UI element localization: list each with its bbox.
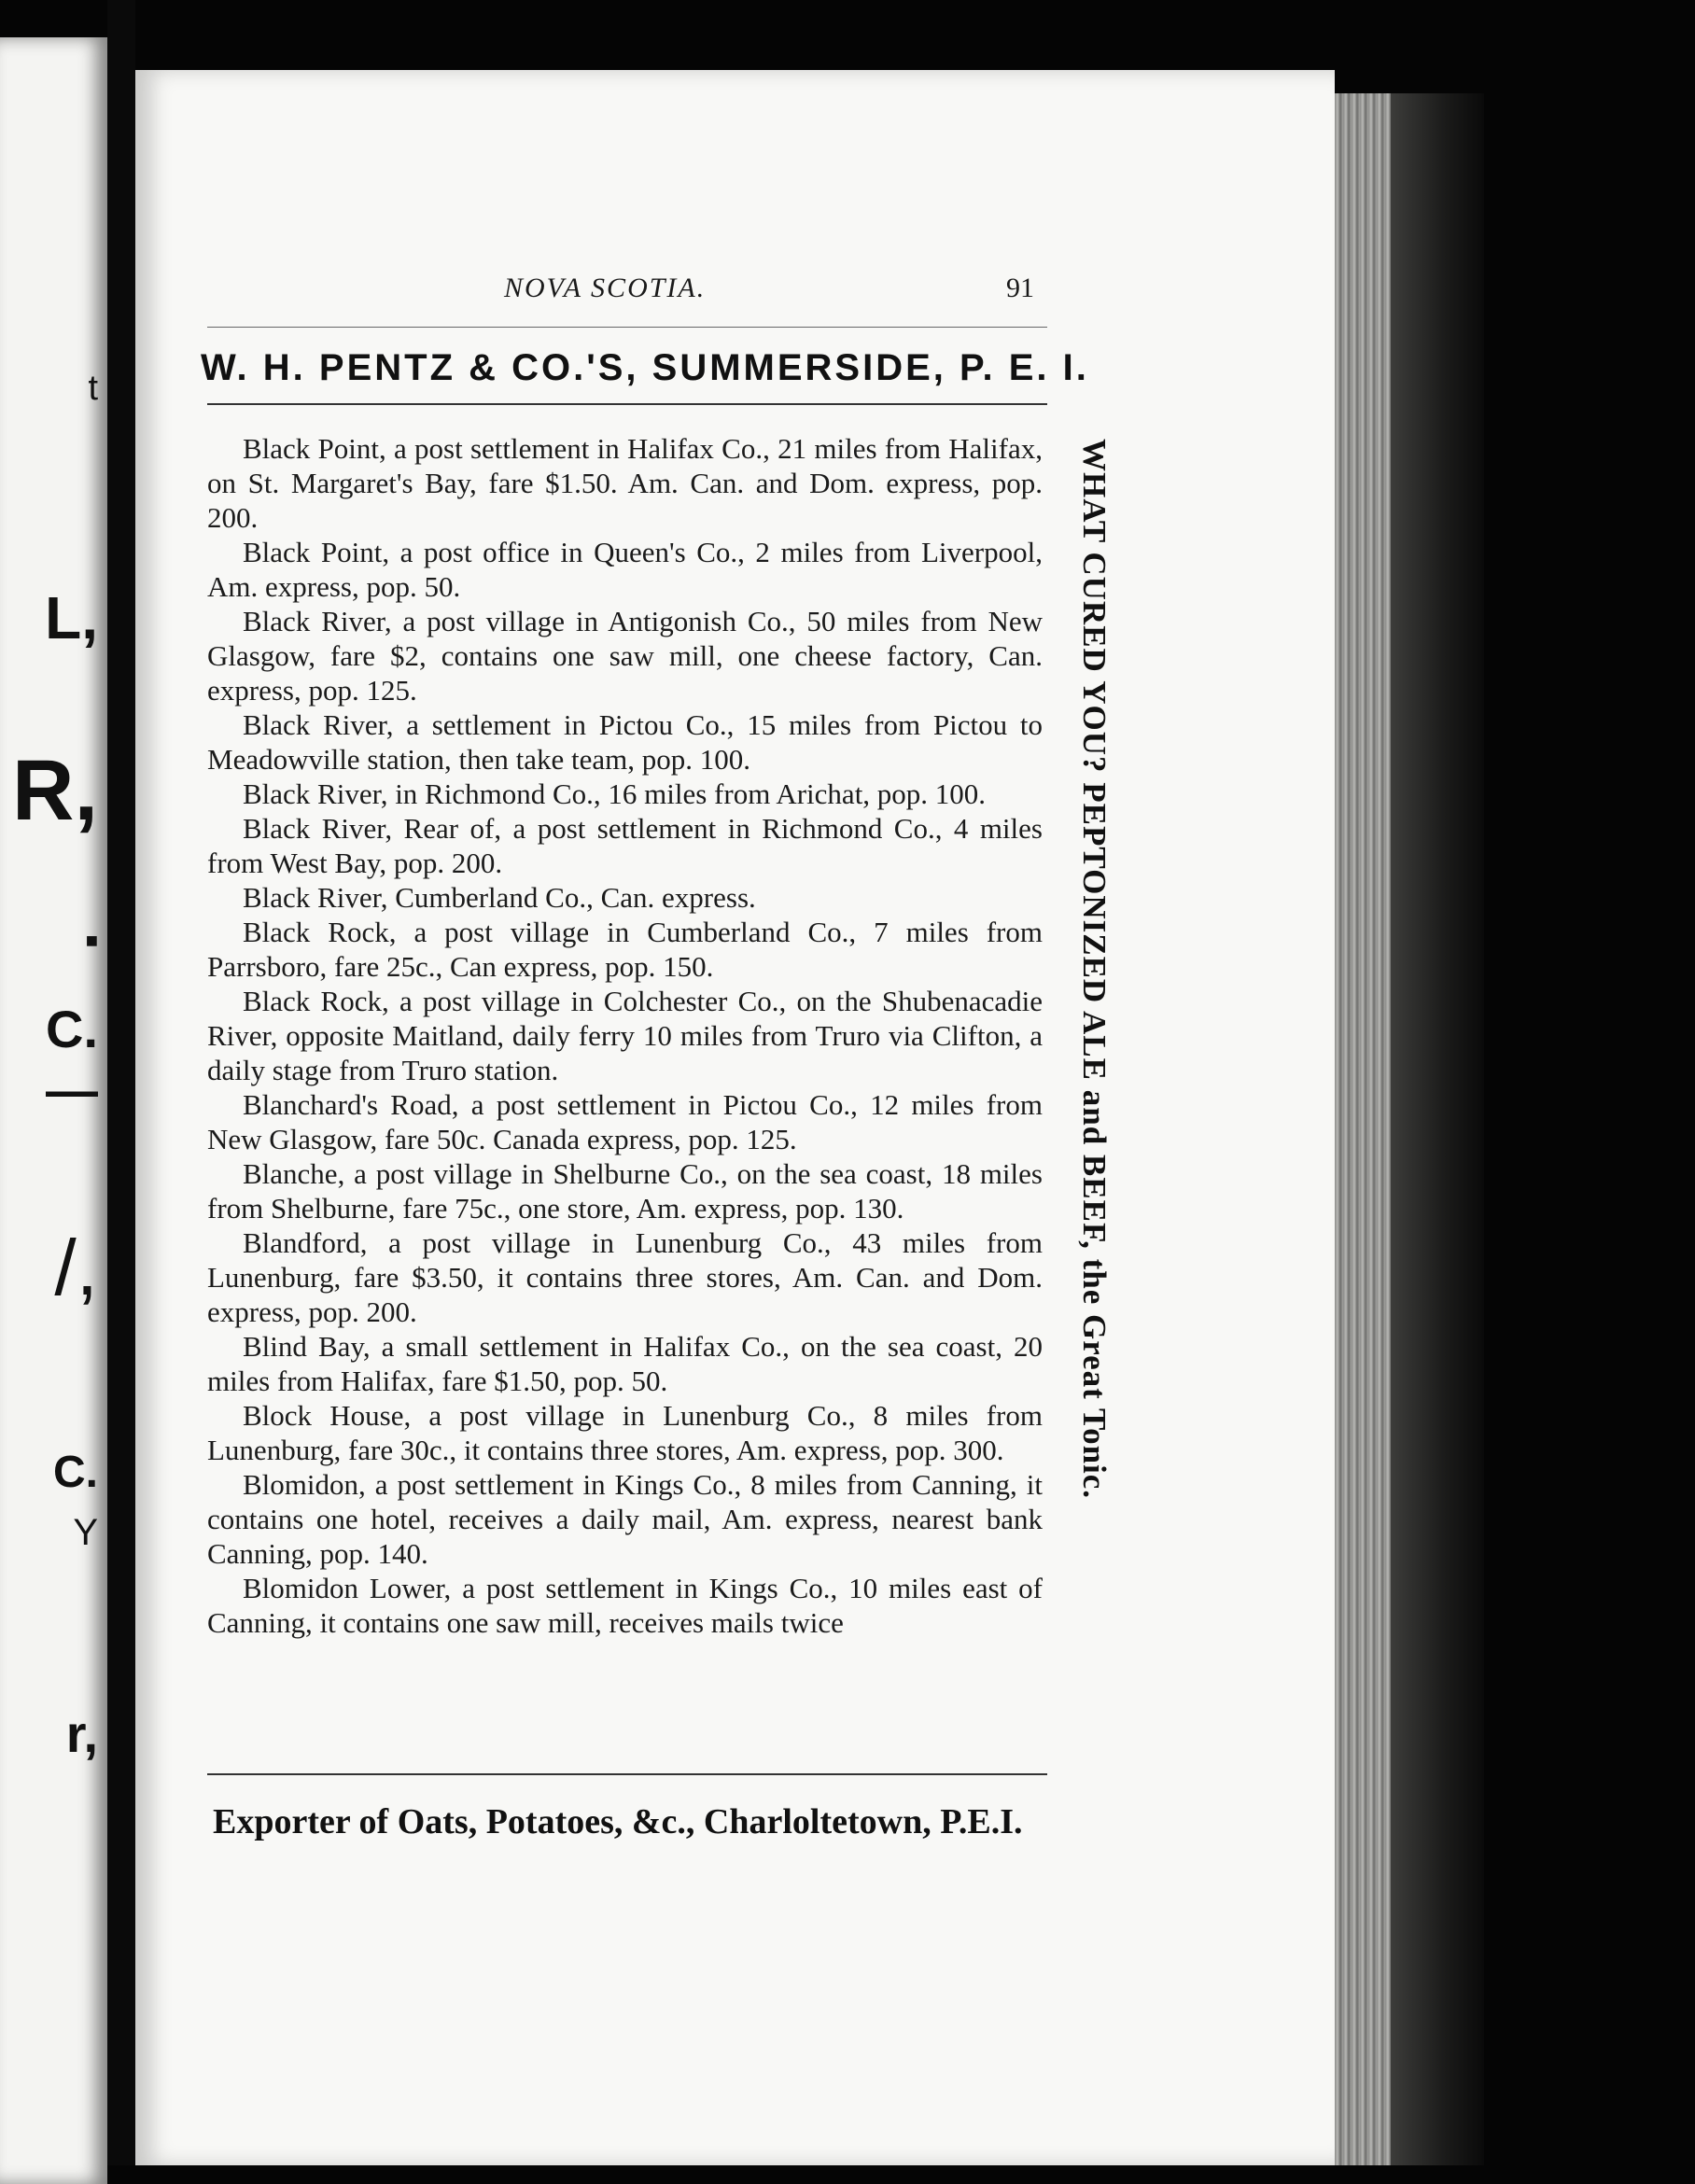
left-page-fragment: Y xyxy=(73,1512,98,1553)
side-advertisement xyxy=(1075,439,1122,1783)
entry: Black River, a settlement in Pictou Co., 15 miles from Pictou to Meadowville station, then take team, pop. 100. xyxy=(207,708,1043,776)
entry: Blomidon, a post settlement in Kings Co., 8 miles from Canning, it contains one hotel, receives a daily mail, Am. express, nearest bank Canning, pop. 140. xyxy=(207,1468,1043,1570)
entry: Blind Bay, a small settlement in Halifax Co., on the sea coast, 20 miles from Halifax, fare $1.50, pop. 50. xyxy=(207,1330,1043,1397)
footer-advertisement: Exporter of Oats, Potatoes, &c., Charloltetown, P.E.I. xyxy=(213,1802,1023,1841)
book-gutter xyxy=(107,0,135,2165)
entry: Blandford, a post village in Lunenburg Co., 43 miles from Lunenburg, fare $3.50, it contains three stores, Am. Can. and Dom. express, pop. 200. xyxy=(207,1226,1043,1328)
entry: Blanche, a post village in Shelburne Co., on the sea coast, 18 miles from Shelburne, fare 75c., one store, Am. express, pop. 130. xyxy=(207,1157,1043,1225)
left-page-fragment: ■ xyxy=(85,929,98,952)
page-edges-shadow xyxy=(1391,93,1484,2165)
left-page-fragment: C. xyxy=(46,1000,98,1058)
gazetteer-entries xyxy=(207,431,1043,1640)
left-page-fragment: /, xyxy=(54,1224,98,1311)
running-head-title: NOVA SCOTIA. xyxy=(504,273,707,303)
left-page-fragment: L, xyxy=(45,584,98,651)
entry: Block House, a post village in Lunenburg Co., 8 miles from Lunenburg, fare 30c., it contains three stores, Am. express, pop. 300. xyxy=(207,1399,1043,1466)
footer-rule xyxy=(207,1773,1047,1775)
entry: Black River, in Richmond Co., 16 miles from Arichat, pop. 100. xyxy=(243,777,987,810)
entry: Blanchard's Road, a post settlement in Pictou Co., 12 miles from New Glasgow, fare 50c. Canada express, pop. 125. xyxy=(207,1088,1043,1155)
page-number: 91 xyxy=(1006,273,1034,303)
entry: Black River, Cumberland Co., Can. express. xyxy=(243,881,756,914)
left-page-fragment: t xyxy=(88,369,98,408)
advertiser-headline: W. H. PENTZ & CO.'S, SUMMERSIDE, P. E. I. xyxy=(201,347,1089,388)
left-page-fragment: R, xyxy=(12,743,98,838)
entry: Black River, a post village in Antigonish Co., 50 miles from New Glasgow, fare $2, contains one saw mill, one cheese factory, Can. express, pop. 125. xyxy=(207,605,1043,707)
entry: Black Rock, a post village in Cumberland Co., 7 miles from Parrsboro, fare 25c., Can express, pop. 150. xyxy=(207,916,1043,983)
entry: Black Rock, a post village in Colchester Co., on the Shubenacadie River, opposite Maitland, daily ferry 10 miles from Truro via Clifton, a daily stage from Truro station. xyxy=(207,985,1043,1086)
left-page-fragment: — xyxy=(46,1060,98,1119)
header-rule-top xyxy=(207,327,1047,328)
entry: Black Point, a post office in Queen's Co., 2 miles from Liverpool, Am. express, pop. 50. xyxy=(207,536,1043,603)
entry: Blomidon Lower, a post settlement in Kings Co., 10 miles east of Canning, it contains one saw mill, receives mails twice xyxy=(207,1572,1043,1639)
left-page-fragment: C. xyxy=(53,1448,98,1497)
side-advertisement-text: WHAT CURED YOU? PEPTONIZED ALE and BEEF, the Great Tonic. xyxy=(1076,439,1113,1500)
entry: Black River, Rear of, a post settlement in Richmond Co., 4 miles from West Bay, pop. 200. xyxy=(207,812,1043,879)
entry: Black Point, a post settlement in Halifax Co., 21 miles from Halifax, on St. Margaret's Bay, fare $1.50. Am. Can. and Dom. express, pop. 200. xyxy=(207,432,1043,534)
left-page-fragment: r, xyxy=(65,1704,98,1763)
left-facing-page xyxy=(0,37,107,2184)
header-rule-bottom xyxy=(207,403,1047,405)
